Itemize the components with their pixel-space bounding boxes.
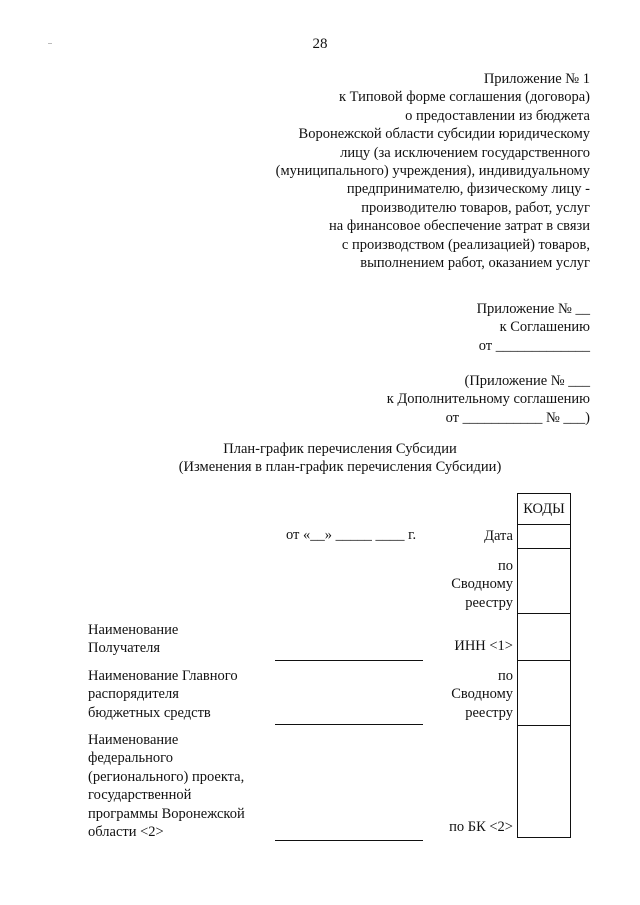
appendix-agreement-line: Приложение № __ — [476, 301, 590, 317]
row-label-registry-2 — [451, 667, 513, 722]
appendix-main-header — [276, 70, 590, 272]
date-line: от «__» _____ ____ г. — [286, 527, 417, 543]
field-recipient-label — [88, 621, 178, 658]
codes-header: КОДЫ — [518, 494, 570, 525]
appendix-main-line: на финансовое обеспечение затрат в связи — [329, 218, 590, 235]
code-cell-bk[interactable] — [518, 726, 570, 837]
code-cell-registry-2[interactable] — [518, 661, 570, 726]
appendix-main-line: Приложение № 1 — [483, 71, 590, 87]
field-label-line: Наименование Главного — [88, 668, 238, 684]
appendix-main-line: с производством (реализацией) товаров, — [341, 236, 590, 253]
row-label-inn: ИНН <1> — [454, 638, 513, 654]
appendix-main-line: предпринимателю, физическому лицу - — [346, 181, 590, 198]
field-label-line: Наименование — [88, 732, 179, 748]
appendix-agreement-header — [477, 300, 590, 355]
row-label-date: Дата — [484, 528, 513, 544]
row-label-bk: по БК <2> — [449, 819, 513, 835]
appendix-main-line: к Типовой форме соглашения (договора) — [338, 89, 590, 106]
appendix-additional-line: от ___________ № ___) — [445, 409, 590, 426]
appendix-agreement-line: от _____________ — [478, 337, 590, 354]
field-label-line: Наименование — [88, 622, 179, 638]
field-label-line: распорядителя — [88, 686, 179, 703]
field-label-line: (регионального) проекта, — [88, 768, 245, 785]
code-cell-registry-1[interactable] — [518, 549, 570, 614]
appendix-additional-line: (Приложение № ___ — [464, 373, 590, 389]
field-label-line: области <2> — [88, 824, 164, 841]
document-title: План-график перечисления Субсидии — [223, 441, 457, 457]
appendix-additional-header — [387, 372, 590, 427]
row-label-registry-1 — [451, 557, 513, 612]
row-label-line: реестру — [465, 594, 513, 611]
row-label-line: по — [497, 558, 513, 574]
field-label-line: программы Воронежской — [88, 805, 245, 822]
appendix-main-line: о предоставлении из бюджета — [405, 107, 590, 124]
main-manager-input-line[interactable] — [275, 724, 423, 725]
field-label-line: федерального — [88, 750, 173, 767]
page-number: 28 — [312, 36, 328, 52]
row-label-line: Сводному — [451, 686, 513, 703]
appendix-main-line: выполнением работ, оказанием услуг — [360, 255, 590, 272]
document-subtitle: (Изменения в план-график перечисления Субсидии) — [178, 459, 502, 476]
field-label-line: государственной — [88, 787, 192, 804]
field-project-label — [88, 731, 245, 841]
appendix-main-line: производителю товаров, работ, услуг — [361, 199, 590, 216]
codes-table — [517, 493, 571, 838]
appendix-additional-line: к Дополнительному соглашению — [386, 391, 590, 408]
appendix-main-line: Воронежской области субсидии юридическому — [298, 126, 590, 143]
recipient-input-line[interactable] — [275, 660, 423, 661]
appendix-main-line: лицу (за исключением государственного — [340, 144, 590, 161]
appendix-agreement-line: к Соглашению — [499, 319, 590, 336]
row-label-line: по — [497, 668, 513, 684]
code-cell-date[interactable] — [518, 525, 570, 549]
field-label-line: бюджетных средств — [88, 704, 211, 721]
field-main-manager-label — [88, 667, 238, 722]
row-label-line: Сводному — [451, 576, 513, 593]
appendix-main-line: (муниципального) учреждения), индивидуальному — [275, 163, 590, 180]
row-label-line: реестру — [465, 704, 513, 721]
field-label-line: Получателя — [88, 640, 161, 657]
code-cell-inn[interactable] — [518, 614, 570, 661]
document-title-block — [0, 440, 640, 477]
project-input-line[interactable] — [275, 840, 423, 841]
